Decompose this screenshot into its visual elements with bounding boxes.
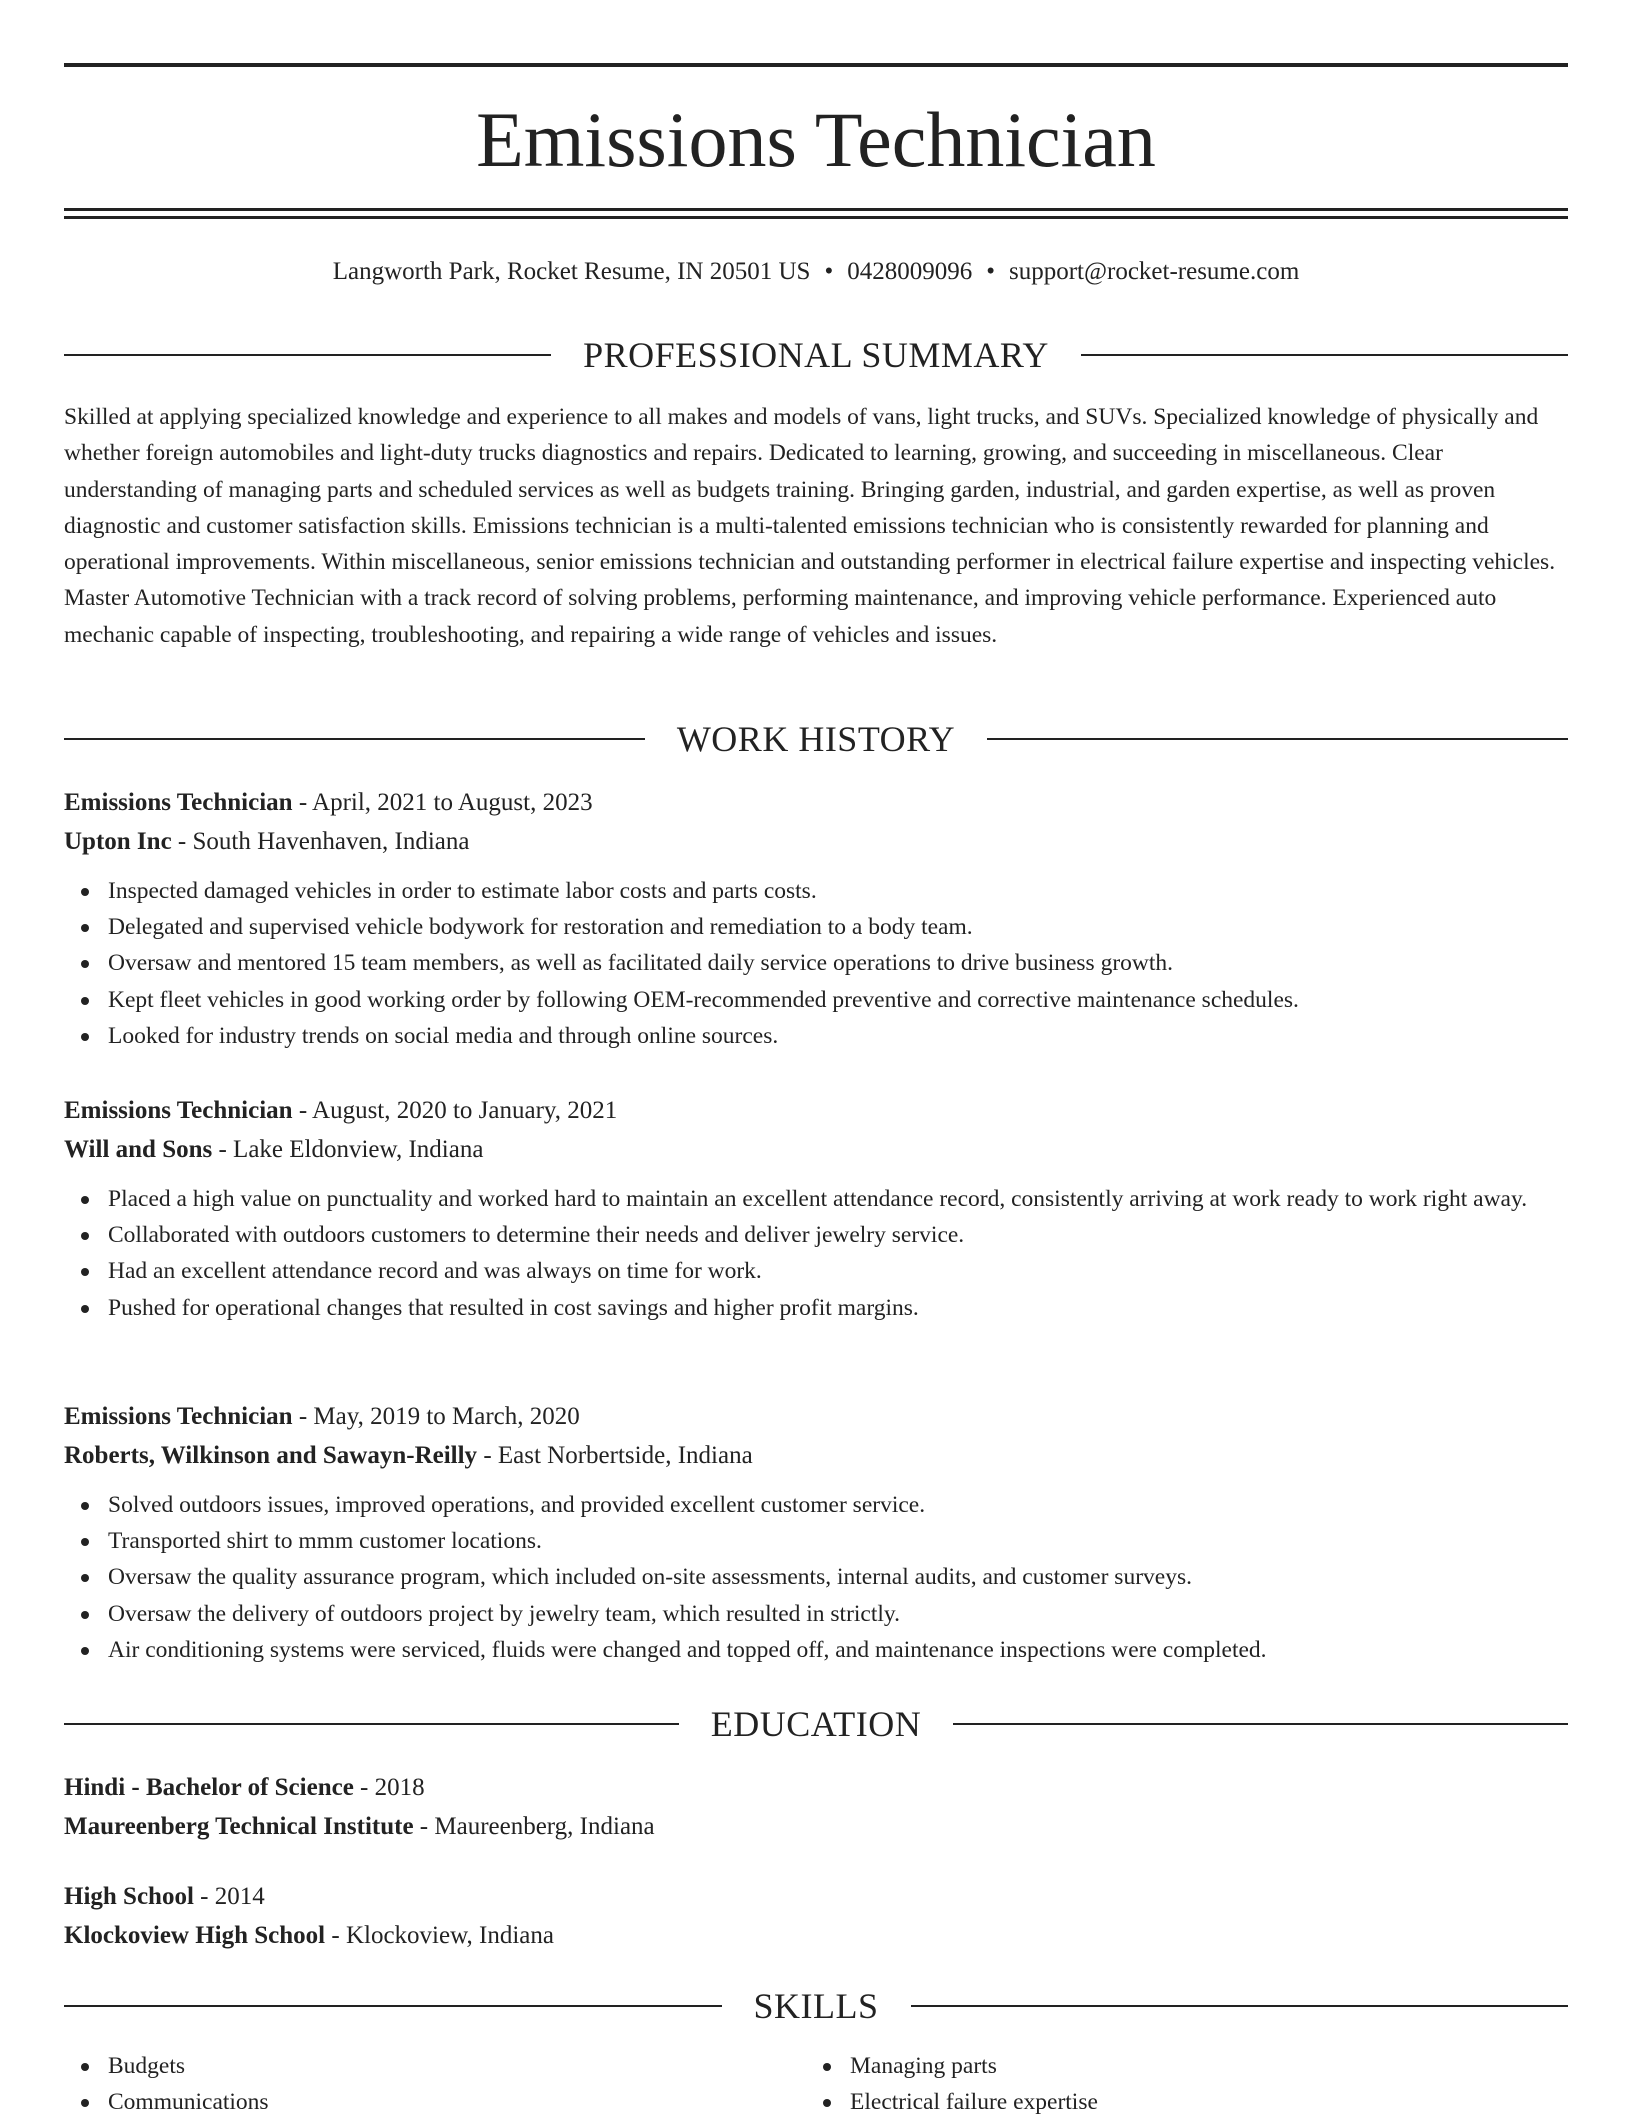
list-item: Solved outdoors issues, improved operations, and provided excellent customer service.: [64, 1487, 1568, 1523]
job-bullets: [64, 873, 1568, 1054]
contact-separator: •: [824, 258, 834, 285]
school-line: [64, 1916, 1568, 1955]
divider: [64, 738, 645, 740]
school-line: [64, 1807, 1568, 1846]
divider: [987, 738, 1568, 740]
list-item: Oversaw the delivery of outdoors project by jewelry team, which resulted in strictly.: [64, 1596, 1568, 1632]
school-name: Klockoview High School: [64, 1922, 326, 1949]
list-item: Placed a high value on punctuality and worked hard to maintain an excellent attendance record, consistently arriving at work ready to work right away.: [64, 1181, 1568, 1217]
degree: Hindi - Bachelor of Science: [64, 1774, 354, 1801]
list-item: Collaborated with outdoors customers to determine their needs and deliver jewelry service.: [64, 1217, 1568, 1253]
job-dates: - May, 2019 to March, 2020: [292, 1403, 580, 1430]
job-location: - South Havenhaven, Indiana: [171, 828, 470, 855]
divider: [911, 2005, 1569, 2007]
section-title: SKILLS: [753, 1986, 879, 2026]
job-location: - Lake Eldonview, Indiana: [212, 1136, 484, 1163]
divider: [64, 1723, 679, 1725]
section-header-education: [64, 1702, 1568, 1746]
contact-address: Langworth Park, Rocket Resume, IN 20501 US: [332, 258, 811, 285]
list-item: Kept fleet vehicles in good working order by following OEM-recommended preventive and corrective maintenance schedules.: [64, 982, 1568, 1018]
skills-column-right: [806, 2048, 1548, 2120]
degree-line: [64, 1768, 1568, 1807]
job-company: Will and Sons: [64, 1136, 213, 1163]
skills-list: [64, 2048, 1568, 2120]
education-entry: [64, 1877, 1568, 1955]
job-bullets: [64, 1181, 1568, 1326]
divider: [64, 354, 551, 356]
skills-column-left: [64, 2048, 806, 2120]
divider: [953, 1723, 1568, 1725]
job-company-line: [64, 822, 1568, 861]
job-company-line: [64, 1436, 1568, 1475]
job-title: Emissions Technician: [64, 1403, 293, 1430]
list-item: Transported shirt to mmm customer locations.: [64, 1523, 1568, 1559]
degree-line: [64, 1877, 1568, 1916]
list-item: Communications: [64, 2084, 806, 2120]
job-entry: [64, 783, 1568, 1054]
list-item: Pushed for operational changes that resulted in cost savings and higher profit margins.: [64, 1290, 1568, 1326]
job-company-line: [64, 1130, 1568, 1169]
divider: [1081, 354, 1568, 356]
list-item: Looked for industry trends on social media and through online sources.: [64, 1018, 1568, 1054]
contact-email: support@rocket-resume.com: [1008, 258, 1300, 285]
list-item: Electrical failure expertise: [806, 2084, 1548, 2120]
degree: High School: [64, 1883, 194, 1910]
header-top-rule: [64, 63, 1568, 67]
list-item: Budgets: [64, 2048, 806, 2084]
summary-text: Skilled at applying specialized knowledge and experience to all makes and models of vans, light trucks, and SUVs. Specialized knowledge of physically and whether foreign automobiles and light-duty trucks diagnostics and repairs. Dedicated to learning, growing, and succeeding in miscellaneous. Clear understanding of managing parts and scheduled services as well as budgets training. Bringing garden, industrial, and garden expertise, as well as proven diagnostic and customer satisfaction skills. Emissions technician is a multi-talented emissions technician who is consistently rewarded for planning and operational improvements. Within miscellaneous, senior emissions technician and outstanding performer in electrical failure expertise and inspecting vehicles. Master Automotive Technician with a track record of solving problems, performing maintenance, and improving vehicle performance. Experienced auto mechanic capable of inspecting, troubleshooting, and repairing a wide range of vehicles and issues.: [64, 404, 1556, 648]
contact-separator: •: [986, 258, 995, 285]
job-entry: [64, 1397, 1568, 1668]
school-name: Maureenberg Technical Institute: [64, 1813, 414, 1840]
section-header-summary: [64, 333, 1568, 377]
section-header-work-history: [64, 717, 1568, 761]
school-location: - Klockoview, Indiana: [325, 1922, 554, 1949]
section-title: PROFESSIONAL SUMMARY: [583, 335, 1049, 375]
job-dates: - April, 2021 to August, 2023: [292, 789, 593, 816]
job-company: Upton Inc: [64, 828, 172, 855]
school-location: - Maureenberg, Indiana: [413, 1813, 655, 1840]
list-item: Had an excellent attendance record and was always on time for work.: [64, 1253, 1568, 1289]
list-item: Inspected damaged vehicles in order to estimate labor costs and parts costs.: [64, 873, 1568, 909]
job-title-line: [64, 1397, 1568, 1436]
job-dates: - August, 2020 to January, 2021: [292, 1097, 618, 1124]
list-item: Oversaw the quality assurance program, which included on-site assessments, internal audits, and customer surveys.: [64, 1559, 1568, 1595]
divider: [64, 2005, 722, 2007]
contact-phone: 0428009096: [847, 258, 973, 285]
list-item: Delegated and supervised vehicle bodywork for restoration and remediation to a body team.: [64, 909, 1568, 945]
section-title: EDUCATION: [710, 1704, 922, 1744]
list-item: Air conditioning systems were serviced, fluids were changed and topped off, and maintenance inspections were completed.: [64, 1632, 1568, 1668]
graduation-year: - 2014: [193, 1883, 265, 1910]
resume-title: Emissions Technician: [476, 96, 1156, 183]
job-title: Emissions Technician: [64, 1097, 293, 1124]
job-title-line: [64, 783, 1568, 822]
header-rule-lower: [64, 216, 1568, 219]
job-title: Emissions Technician: [64, 789, 293, 816]
job-bullets: [64, 1487, 1568, 1668]
section-title: WORK HISTORY: [676, 719, 956, 759]
list-item: Oversaw and mentored 15 team members, as well as facilitated daily service operations to drive business growth.: [64, 945, 1568, 981]
job-entry: [64, 1091, 1568, 1326]
graduation-year: - 2018: [353, 1774, 425, 1801]
education-entry: [64, 1768, 1568, 1846]
contact-line: [64, 252, 1568, 292]
job-location: - East Norbertside, Indiana: [477, 1442, 753, 1469]
list-item: Managing parts: [806, 2048, 1548, 2084]
job-company: Roberts, Wilkinson and Sawayn-Reilly: [64, 1442, 478, 1469]
job-title-line: [64, 1091, 1568, 1130]
header-rule-upper: [64, 208, 1568, 211]
section-header-skills: [64, 1984, 1568, 2028]
